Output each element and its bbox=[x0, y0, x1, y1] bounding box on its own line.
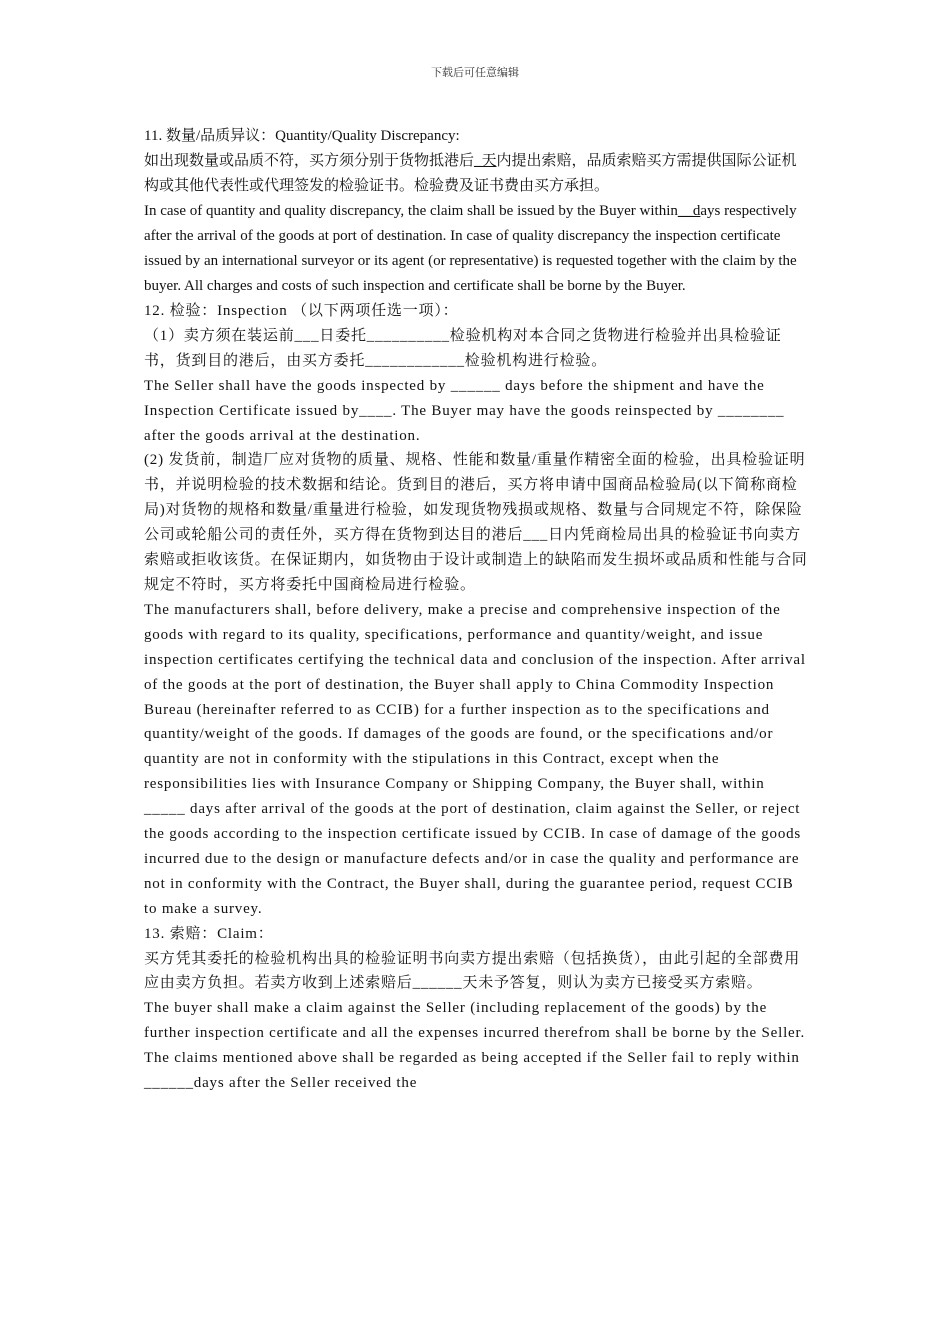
underlined-blank: __d bbox=[677, 203, 701, 219]
section-11-zh bbox=[144, 149, 809, 199]
section-12-option1-zh: （1）卖方须在装运前___日委托__________检验机构对本合同之货物进行检验并出具检验证书，货到目的港后，由买方委托____________检验机构进行检验。 bbox=[144, 327, 782, 369]
text-run: In case of quantity and quality discrepancy, the claim shall be issued by the Buyer within bbox=[144, 203, 678, 219]
section-13-zh: 买方凭其委托的检验机构出具的检验证明书向卖方提出索赔（包括换货），由此引起的全部费用应由卖方负担。若卖方收到上述索赔后______天未予答复，则认为卖方已接受买方索赔。 bbox=[144, 950, 801, 992]
section-13-title: 13. 索赔：Claim： bbox=[144, 925, 274, 942]
section-12-option2-en: The manufacturers shall, before delivery, make a precise and comprehensive inspection of the goods with regard to its quality, specifications, performance and quantity/weight, and issue inspection certificates certifying the technical data and conclusion of the inspection. After arrival of the goods at the port of destination, the Buyer shall apply to China Commodity Inspection Bureau (hereinafter referred to as CCIB) for a further inspection as to the specifications and quantity/weight of the goods. If damages of the goods are found, or the specifications and/or quantity are not in conformity with the stipulations in this Contract, except when the responsibilities lies with Insurance Company or Shipping Company, the Buyer shall, within _____ days after arrival of the goods at the port of destination, claim against the Seller, or reject the goods according to the inspection certificate issued by CCIB. In case of damage of the goods incurred due to the design or manufacture defects and/or in case the quality and performance are not in conformity with the Contract, the Buyer shall, during the guarantee period, request CCIB to make a survey. bbox=[144, 601, 806, 917]
text-run: 内提出索赔，品质索赔买方需提供国际公证机构或其他代表性或代理签发的检验证书。检验费及证书费由买方承担。 bbox=[144, 153, 797, 194]
section-12-option1-en: The Seller shall have the goods inspected by ______ days before the shipment and have the Inspection Certificate issued by____. The Buyer may have the goods reinspected by ________ after the goods arrival at the destination. bbox=[144, 377, 785, 444]
section-12-option2-zh: (2) 发货前，制造厂应对货物的质量、规格、性能和数量/重量作精密全面的检验，出具检验证明书，并说明检验的技术数据和结论。货到目的港后，买方将申请中国商品检验局(以下简称商检局)对货物的规格和数量/重量进行检验，如发现货物残损或规格、数量与合同规定不符，除保险公司或轮船公司的责任外，买方得在货物到达目的港后___日内凭商检局出具的检验证书向卖方索赔或拒收该货。在保证期内，如货物由于设计或制造上的缺陷而发生损坏或品质和性能与合同规定不符时，买方将委托中国商检局进行检验。 bbox=[144, 452, 808, 593]
text-run: ays respectively after the arrival of the goods at port of destination. In case of quality discrepancy the inspection certificate issued by an international surveyor or its agent (or representative) is requested together with the claim by the buyer. All charges and costs of such inspection and certificate shall be borne by the Buyer. bbox=[144, 203, 797, 294]
underlined-blank: _天 bbox=[474, 153, 497, 169]
section-11-title: 11. 数量/品质异议：Quantity/Quality Discrepancy: bbox=[144, 128, 460, 144]
page-header: 下载后可任意编辑 bbox=[431, 66, 519, 79]
document-body bbox=[144, 124, 809, 1096]
text-run: 如出现数量或品质不符，买方须分别于货物抵港后 bbox=[144, 153, 475, 169]
section-13-en: The buyer shall make a claim against the Seller (including replacement of the goods) by the further inspection certificate and all the expenses incurred therefrom shall be borne by the Seller. The claims mentioned above shall be regarded as being accepted if the Seller fail to reply within ______days after the Seller received the bbox=[144, 1000, 806, 1092]
section-11-en bbox=[144, 199, 809, 299]
section-12-title: 12. 检验：Inspection （以下两项任选一项）： bbox=[144, 303, 459, 319]
